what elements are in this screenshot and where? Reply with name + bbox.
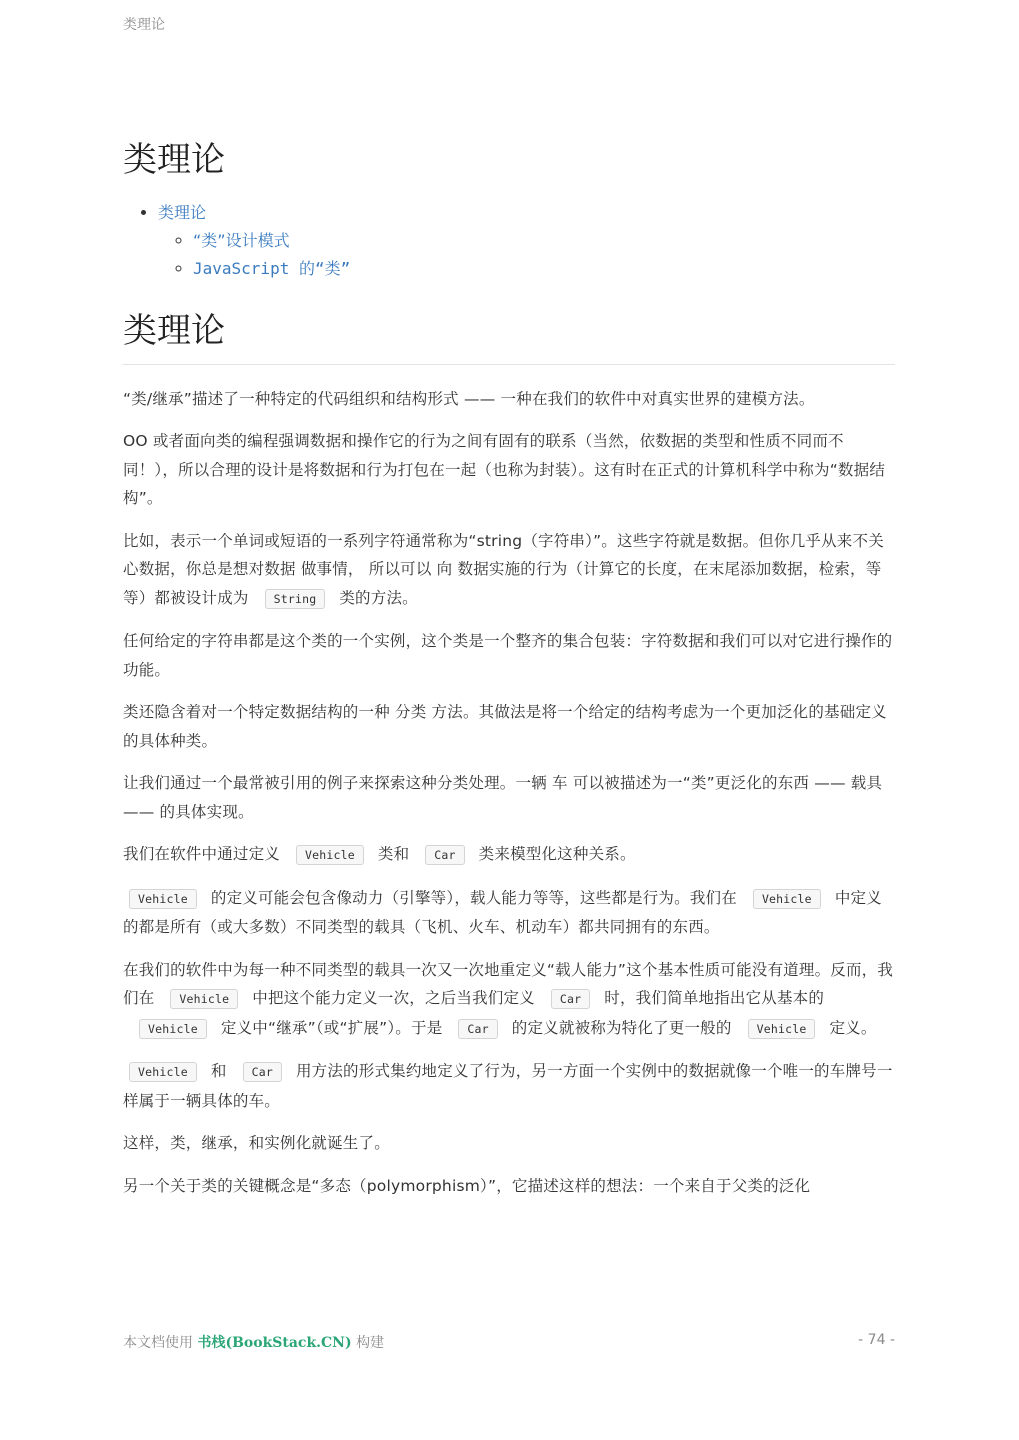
paragraph-9-text-b: 中把这个能力定义一次，之后当我们定义	[252, 989, 535, 1008]
toc-link-class-theory[interactable]: 类理论	[158, 202, 207, 222]
inline-code-car: Car	[425, 845, 464, 865]
paragraph-9-text-c: 时，我们简单地指出它从基本的	[604, 989, 825, 1008]
paragraph-3	[123, 527, 895, 614]
paragraph-4: 任何给定的字符串都是这个类的一个实例，这个类是一个整齐的集合包装：字符数据和我们可以对它进行操作的功能。	[123, 632, 893, 679]
paragraph-10-text-b: 用方法的形式集约地定义了行为，另一方面一个实例中的数据就像一个唯一的车牌号一样属于一辆具体的车。	[123, 1062, 893, 1110]
paragraph-7	[123, 840, 895, 870]
page-content	[123, 140, 895, 1200]
paragraph-3-text-b: 类的方法。	[339, 588, 418, 607]
page-footer	[123, 1332, 895, 1352]
inline-code-car: Car	[458, 1019, 497, 1039]
paragraph-11: 这样，类，继承，和实例化就诞生了。	[123, 1134, 390, 1153]
paragraph-8	[123, 884, 895, 942]
inline-code-vehicle: Vehicle	[170, 989, 238, 1009]
paragraph-1: “类/继承”描述了一种特定的代码组织和结构形式 —— 一种在我们的软件中对真实世界的建模方法。	[123, 389, 815, 408]
paragraph-3-text-a: 比如，表示一个单词或短语的一系列字符通常称为“string（字符串）”。这些字符就是数据。但你几乎从来不关心数据，你总是想对数据 做事情， 所以可以 向 数据实施的行为（计算它的长度，在末尾添加数据，检索，等等）都被设计成为	[123, 531, 884, 607]
inline-code-vehicle: Vehicle	[296, 845, 364, 865]
paragraph-10-text-a: 和	[210, 1062, 227, 1081]
inline-code-car: Car	[243, 1062, 282, 1082]
paragraph-7-text-b: 类和	[377, 845, 410, 864]
paragraph-7-text-c: 类来模型化这种关系。	[478, 845, 636, 864]
toc-subitem	[193, 255, 895, 283]
inline-code-vehicle: Vehicle	[748, 1019, 816, 1039]
paragraph-9-text-e: 的定义就被称为特化了更一般的	[511, 1018, 732, 1037]
inline-code-vehicle: Vehicle	[139, 1019, 207, 1039]
paragraph-9-text-a: 在我们的软件中为每一种不同类型的载具一次又一次地重定义“载人能力”这个基本性质可能没有道理。反而，我们在	[123, 960, 894, 1008]
section-heading: 类理论	[123, 311, 895, 365]
inline-code-vehicle: Vehicle	[129, 889, 197, 909]
toc-item	[158, 199, 895, 283]
footer-suffix: 构建	[356, 1335, 385, 1351]
paragraph-8-text-b: 中定义的都是所有（或大多数）不同类型的载具（飞机、火车、机动车）都共同拥有的东西。	[123, 888, 882, 937]
footer-prefix: 本文档使用	[123, 1335, 193, 1351]
document-title: 类理论	[123, 140, 225, 180]
toc-sublist	[158, 227, 895, 283]
toc-subitem	[193, 227, 895, 255]
running-header: 类理论	[123, 17, 165, 33]
paragraph-2: OO 或者面向类的编程强调数据和操作它的行为之间有固有的联系（当然，依数据的类型和性质不同而不同！），所以合理的设计是将数据和行为打包在一起（也称为封装）。这有时在正式的计算机科学中称为“数据结构”。	[123, 432, 886, 508]
inline-code-vehicle: Vehicle	[129, 1062, 197, 1082]
paragraph-8-text-a: 的定义可能会包含像动力（引擎等），载人能力等等，这些都是行为。我们在	[210, 888, 737, 907]
paragraph-7-text-a: 我们在软件中通过定义	[123, 845, 281, 864]
paragraph-9	[123, 956, 895, 1044]
toc-link-javascript-classes[interactable]: JavaScript 的“类”	[193, 258, 351, 278]
paragraph-9-text-f: 定义。	[829, 1018, 877, 1037]
paragraph-10	[123, 1057, 895, 1115]
inline-code-string: String	[265, 589, 326, 609]
paragraph-6: 让我们通过一个最常被引用的例子来探索这种分类处理。一辆 车 可以被描述为一“类”更泛化的东西 —— 载具 —— 的具体实现。	[123, 774, 883, 821]
page-number: - 74 -	[858, 1332, 895, 1348]
paragraph-12: 另一个关于类的关键概念是“多态（polymorphism）”，它描述这样的想法：一个来自于父类的泛化	[123, 1176, 811, 1195]
inline-code-vehicle: Vehicle	[753, 889, 821, 909]
paragraph-9-text-d: 定义中“继承”（或“扩展”）。于是	[220, 1018, 443, 1037]
inline-code-car: Car	[551, 989, 590, 1009]
toc-link-class-design-pattern[interactable]: “类”设计模式	[193, 230, 290, 250]
paragraph-5: 类还隐含着对一个特定数据结构的一种 分类 方法。其做法是将一个给定的结构考虑为一个更加泛化的基础定义的具体种类。	[123, 703, 887, 750]
table-of-contents	[123, 199, 895, 283]
footer-brand-link[interactable]: 书栈(BookStack.CN)	[197, 1335, 352, 1351]
